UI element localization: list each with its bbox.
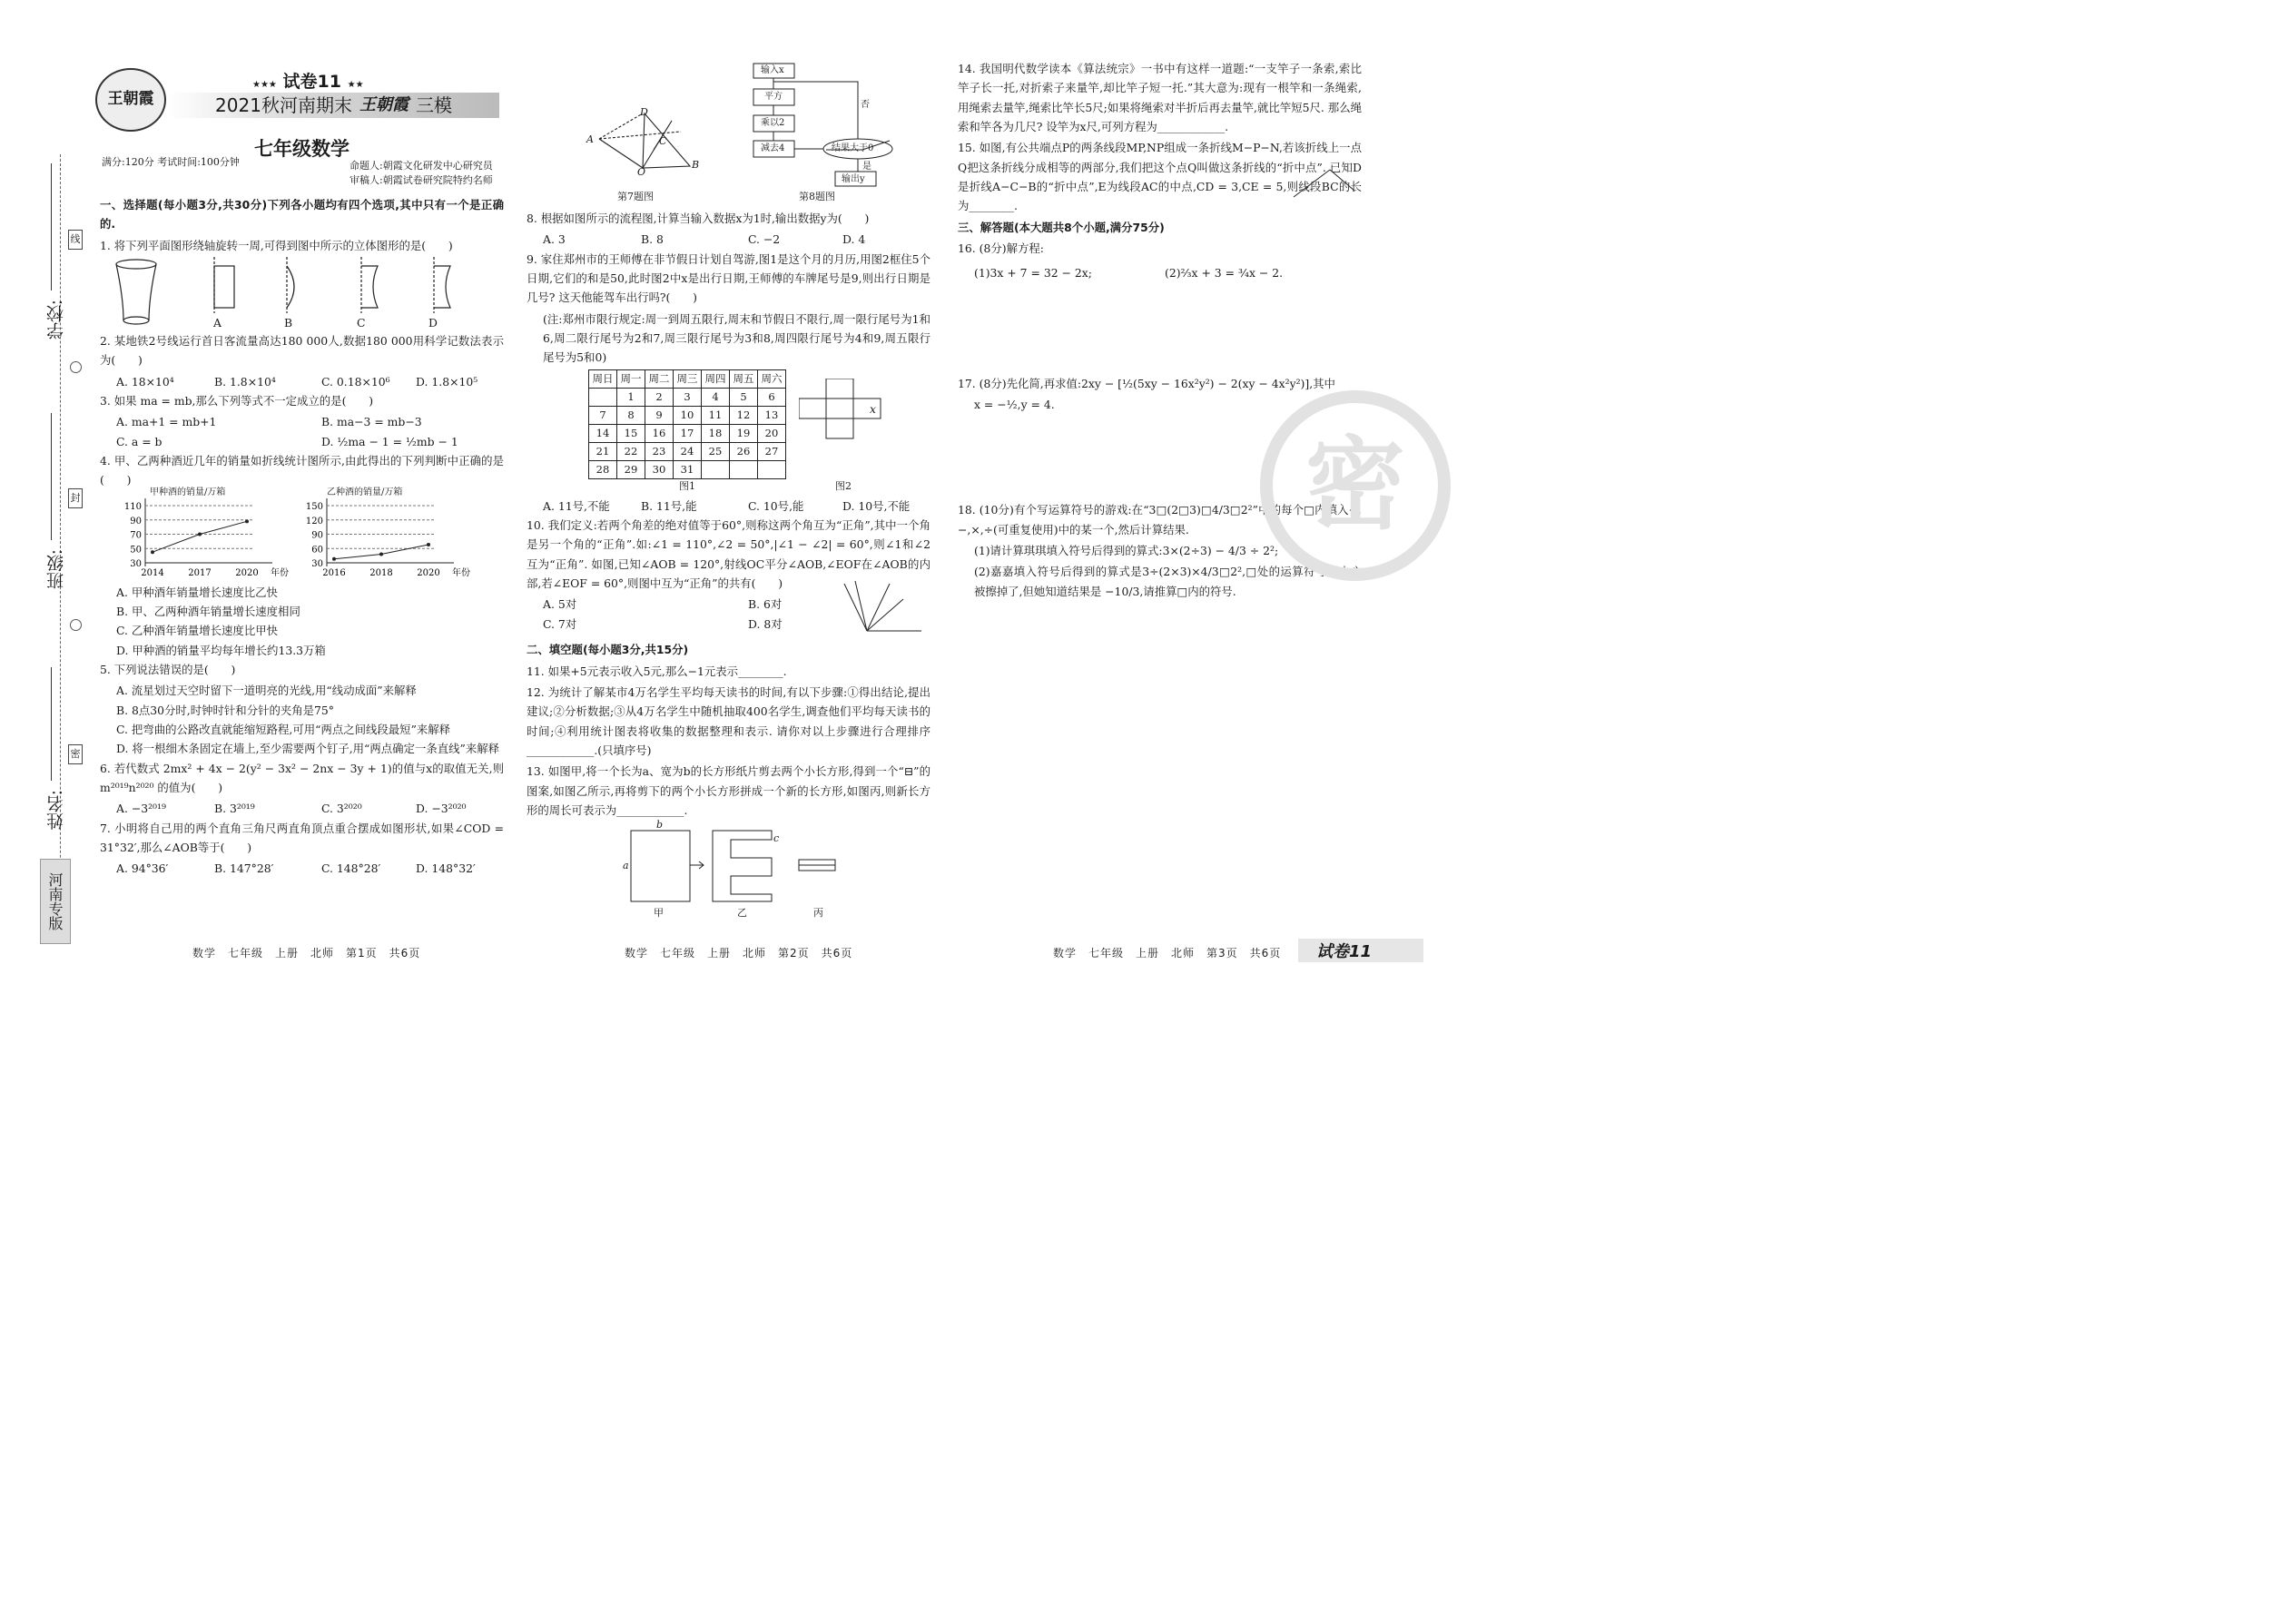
watermark-seal (1260, 390, 1451, 581)
q1: 1. 将下列平面图形绕轴旋转一周,可得到图中所示的立体图形的是( ) (100, 238, 453, 252)
chart-a-point (151, 550, 154, 554)
calendar-cell: 21 (589, 442, 617, 460)
calendar-cell: 30 (645, 460, 674, 478)
calendar-header (589, 369, 786, 388)
column-2 (527, 59, 930, 921)
calendar-row (589, 460, 786, 478)
q15-area (958, 138, 1362, 215)
option: B. 1.8×10⁴ (214, 374, 276, 389)
q7: 7. 小明将自己用的两个直角三角尺两直角顶点重合摆成如图形状,如果∠COD = 31°32′,那么∠AOB等于( ) (100, 821, 504, 854)
star-icon: ★★★ (252, 80, 277, 90)
option: D. 148°32′ (416, 861, 476, 876)
option: B. 3²⁰¹⁹ (214, 802, 255, 816)
chart-b-x-tick: 2016 (322, 567, 346, 578)
chart-a-point (245, 519, 249, 523)
exam-suffix: 三模 (415, 94, 452, 116)
q17-values: x = −½,y = 4. (974, 397, 1055, 411)
chart-b-y-tick: 150 (305, 501, 323, 512)
chart-a-y-tick: 50 (130, 544, 142, 555)
fig7-fig8 (527, 59, 930, 209)
option: B. 甲、乙两种酒年销量增长速度相同 (116, 604, 300, 618)
calendar-row (589, 442, 786, 460)
option: D. −3²⁰²⁰ (416, 802, 467, 816)
fig8-caption: 第8题图 (799, 191, 835, 202)
chart-b-x-tick: 2020 (417, 567, 440, 578)
option: D. 1.8×10⁵ (416, 374, 478, 389)
flow-step-decision: 结果大于0 (832, 143, 874, 153)
q14: 14. 我国明代数学读本《算法统宗》一书中有这样一道题:“一支竿子一条索,索比竿子长一托,对折索子来量竿,却比竿子短一托.”其大意为:现有一根竿和一条绳索,用绳索去量竿,绳索比竿长5尺;如果将绳索对半折后再去量竿,就比竿短5尺. 那么绳索和竿各为几尺? 设竿为x尺,可列方程为____________. (958, 62, 1362, 133)
flow-step-square: 平方 (764, 92, 783, 102)
q9-note: (注:郑州市限行规定:周一到周五限行,周末和节假日不限行,周一限行尾号为1和6,周二限行尾号为2和7,周三限行尾号为3和8,周四限行尾号为4和9,周五限行尾号为5和0) (543, 311, 930, 365)
title-banner (168, 93, 499, 118)
calendar-cell: 9 (645, 406, 674, 424)
q2-options (100, 372, 504, 391)
q8-options (527, 230, 930, 249)
fig7-pt-c: C (659, 135, 667, 147)
calendar-header-cell: 周日 (589, 369, 617, 388)
flow-step-output: 输出y (842, 174, 865, 184)
calendar-row (589, 388, 786, 406)
q10-options (527, 595, 826, 634)
fig13-label-yi: 乙 (737, 907, 747, 920)
hole-2 (70, 619, 82, 631)
calendar-cell: 12 (730, 406, 758, 424)
option: A. 94°36′ (116, 861, 169, 876)
q10-area (527, 595, 930, 640)
option: B. ma−3 = mb−3 (321, 415, 422, 429)
q13: 13. 如图甲,将一个长为a、宽为b的长方形纸片剪去两个小长方形,得到一个“⊟”的图案,如图乙所示,再将剪下的两个小长方形拼成一个新的长方形,如图丙,则新长方形的周长可表示为____________. (527, 764, 930, 817)
option: D. 4 (842, 232, 866, 247)
fig13-svg (527, 822, 930, 921)
fig7-pt-o: O (637, 166, 646, 178)
calendar-cell: 23 (645, 442, 674, 460)
q7-options (100, 859, 504, 878)
calendar-cell: 14 (589, 424, 617, 442)
fig2-caption: 图2 (835, 479, 852, 492)
reviewer: 审稿人:朝霞试卷研究院特约名师 (350, 174, 493, 186)
region-badge: 河南专版 (40, 859, 71, 944)
q13-figures (527, 819, 930, 921)
calendar-cell: 25 (702, 442, 730, 460)
chart-a-y-tick: 70 (130, 530, 142, 541)
calendar-cell (589, 388, 617, 406)
name-label: 姓名: (46, 790, 66, 831)
fig10-svg (835, 576, 926, 640)
calendar-cell: 26 (730, 442, 758, 460)
calendar-cell: 28 (589, 460, 617, 478)
option: C. 7对 (543, 616, 577, 631)
option: C. a = b (116, 434, 162, 448)
q4: 4. 甲、乙两种酒近几年的销量如折线统计图所示,由此得出的下列判断中正确的是( ) (100, 453, 504, 487)
chart-b-point (332, 556, 336, 560)
chart-a-x-tick: 2017 (188, 567, 212, 578)
chart-b-title: 乙种酒的销量/万箱 (327, 487, 403, 497)
fig2-x: x (870, 401, 876, 416)
chart-b-point (379, 552, 383, 556)
q16-part1: (1)3x + 7 = 32 − 2x; (974, 266, 1092, 281)
option: A. 11号,不能 (543, 498, 610, 513)
binding-mark-secret: 密 (68, 744, 83, 764)
q8: 8. 根据如图所示的流程图,计算当输入数据x为1时,输出数据y为( ) (527, 212, 870, 225)
fig13-b: b (656, 819, 664, 832)
flow-yes: 是 (862, 162, 871, 172)
calendar-cell: 20 (758, 424, 786, 442)
calendar-table (588, 369, 786, 479)
watermark-text: 密 (1305, 427, 1405, 544)
fig1-caption: 图1 (679, 479, 695, 492)
q4-charts (100, 487, 504, 583)
chart-b-x-tick: 2018 (369, 567, 393, 578)
calendar-header-cell: 周四 (702, 369, 730, 388)
q9-figures (527, 369, 930, 497)
star-icon: ★★ (347, 80, 364, 90)
footer-tag-label: 试卷11 (1316, 942, 1373, 961)
option: A. 18×10⁴ (116, 374, 174, 389)
fig7-pt-b: B (692, 159, 700, 171)
calendar-cell (730, 460, 758, 478)
calendar-cell: 2 (645, 388, 674, 406)
subject-title: 七年级数学 (254, 138, 350, 160)
option: D. ½ma − 1 = ½mb − 1 (321, 434, 458, 448)
calendar-header-cell: 周六 (758, 369, 786, 388)
option: A. ma+1 = mb+1 (116, 415, 217, 429)
exam-sheet (0, 0, 1423, 1008)
school-label: 学校: (46, 300, 66, 340)
footer-page-3: 数学 七年级 上册 北师 第3页 共6页 (1053, 947, 1282, 960)
chart-a-title: 甲种酒的销量/万箱 (150, 487, 226, 497)
calendar-cell: 22 (617, 442, 645, 460)
footer-page-1: 数学 七年级 上册 北师 第1页 共6页 (192, 947, 421, 960)
binding-mark-line: 线 (68, 230, 83, 250)
chart-a-y-tick: 90 (130, 516, 142, 527)
chart-a-series-line (153, 521, 247, 552)
chart-a-x-unit: 年份 (271, 567, 289, 578)
chart-b-y-tick: 30 (311, 558, 323, 569)
option: A. 甲种酒年销量增长速度比乙快 (116, 585, 278, 599)
fig13-c: c (773, 832, 780, 845)
calendar-cell: 4 (702, 388, 730, 406)
option: B. 11号,能 (641, 498, 697, 513)
chart-b-y-tick: 60 (311, 544, 323, 555)
option: D. 将一根细木条固定在墙上,至少需要两个钉子,用“两点确定一条直线”来解释 (116, 742, 500, 756)
option: A. 流星划过天空时留下一道明亮的光线,用“线动成面”来解释 (116, 684, 417, 698)
column-1 (100, 195, 504, 879)
q16: 16. (8分)解方程: (958, 241, 1044, 255)
option: C. 把弯曲的公路改直就能缩短路程,可用“两点之间线段最短”来解释 (116, 722, 451, 736)
fig13-label-bing: 丙 (813, 907, 823, 920)
q12: 12. 为统计了解某市4万名学生平均每天读书的时间,有以下步骤:①得出结论,提出建议;②分析数据;③从4万名学生中随机抽取400名学生,调查他们平均每天读书的时间;④利用统计图表将收集的数据整理和表示. 请你对以上步骤进行合理排序____________.(只填序号) (527, 684, 930, 757)
calendar-cell: 13 (758, 406, 786, 424)
calendar-header-cell: 周一 (617, 369, 645, 388)
calendar-header-cell: 周五 (730, 369, 758, 388)
q3-options (100, 412, 504, 451)
calendar-cell: 15 (617, 424, 645, 442)
q4-options (100, 583, 504, 660)
name-line[interactable] (51, 667, 52, 781)
option: B. 8 (641, 232, 664, 247)
chart-a-x-tick: 2014 (141, 567, 164, 578)
q16-parts (958, 263, 1362, 282)
logo (95, 68, 166, 132)
q5: 5. 下列说法错误的是( ) (100, 662, 236, 676)
chart-a-y-tick: 110 (123, 501, 142, 512)
fig7-pt-d: D (640, 106, 648, 118)
calendar-cell: 19 (730, 424, 758, 442)
q1-label-b: B (284, 315, 293, 330)
fig2-cross-svg (799, 379, 908, 469)
calendar-header-cell: 周三 (674, 369, 702, 388)
q6: 6. 若代数式 2mx² + 4x − 2(y² − 3x² − 2nx − 3y + 1)的值与x的取值无关,则 m²⁰¹⁹n²⁰²⁰ 的值为( ) (100, 761, 504, 794)
flow-step-minus4: 减去4 (761, 143, 785, 153)
option: C. 148°28′ (321, 861, 381, 876)
brand-name: 王朝霞 (359, 94, 409, 114)
footer-tag (1298, 939, 1423, 962)
q17: 17. (8分)先化简,再求值:2xy − [½(5xy − 16x²y²) − 2(xy − 4x²y²)],其中 (958, 376, 1335, 390)
option: A. 5对 (543, 597, 577, 612)
score-time: 满分:120分 考试时间:100分钟 (102, 156, 240, 168)
q9-options (527, 497, 930, 516)
option: C. 乙种酒年销量增长速度比甲快 (116, 624, 278, 638)
series-label: 试卷11 (282, 72, 341, 92)
q11: 11. 如果+5元表示收入5元,那么−1元表示________. (527, 664, 787, 678)
calendar-cell: 27 (758, 442, 786, 460)
fig13-label-jia: 甲 (654, 907, 664, 920)
q1-label-a: A (213, 315, 222, 330)
calendar-cell: 18 (702, 424, 730, 442)
section-2-title: 二、填空题(每小题3分,共15分) (527, 643, 689, 657)
flow-step-times2: 乘以2 (761, 118, 785, 128)
class-line[interactable] (51, 413, 52, 540)
q3: 3. 如果 ma = mb,那么下列等式不一定成立的是( ) (100, 393, 374, 408)
header (91, 64, 508, 191)
q1-figures (100, 257, 504, 331)
option: C. 10号,能 (748, 498, 804, 513)
exam-title: 2021秋河南期末 (215, 94, 352, 116)
q5-options (100, 681, 504, 758)
option: A. −3²⁰¹⁹ (116, 802, 166, 816)
option: C. 3²⁰²⁰ (321, 802, 362, 816)
chart-a-x-tick: 2020 (235, 567, 259, 578)
q2: 2. 某地铁2号线运行首日客流量高达180 000人,数据180 000用科学记数法表示为( ) (100, 333, 504, 368)
flow-no: 否 (861, 100, 870, 110)
calendar-cell (702, 460, 730, 478)
calendar-cell: 8 (617, 406, 645, 424)
school-line[interactable] (51, 163, 52, 290)
hole-1 (70, 361, 82, 373)
class-label: 班级: (46, 549, 66, 590)
option: B. 6对 (748, 597, 783, 612)
chart-a-point (198, 532, 202, 536)
calendar-row (589, 424, 786, 442)
option: C. 0.18×10⁶ (321, 374, 390, 389)
chart-b-x-unit: 年份 (452, 567, 470, 578)
calendar-cell: 6 (758, 388, 786, 406)
fig15-svg (1289, 165, 1362, 202)
flow-step-input: 输入x (761, 65, 784, 75)
option: A. 3 (543, 232, 566, 247)
q10: 10. 我们定义:若两个角差的绝对值等于60°,则称这两个角互为“正角”,其中一个角是另一个角的“正角”.如:∠1 = 110°,∠2 = 50°,|∠1 − ∠2| = 60°,则∠1和∠2互为“正角”. 如图,已知∠AOB = 120°,射线OC平分∠AOB,∠EOF在∠AOB的内部,若∠EOF = 60°,则图中互为“正角”的共有( ) (527, 517, 930, 590)
fig7-caption: 第7题图 (617, 191, 654, 202)
fig7-pt-a: A (586, 133, 594, 145)
calendar-cell: 3 (674, 388, 702, 406)
q18-part2: (2)嘉嘉填入符号后得到的算式是3÷(2×3)×4/3□2²,□处的运算符号不小心被擦掉了,但她知道结果是 −10/3,请推算□内的符号. (974, 565, 1362, 598)
q18: 18. (10分)有个写运算符号的游戏:在“3□(2□3)□4/3□2²”中的每个□内填入+,−,×,÷(可重复使用)中的某一个,然后计算结果. (958, 503, 1362, 536)
q18-part1: (1)请计算琪琪填入符号后得到的算式:3×(2÷3) − 4/3 ÷ 2²; (974, 543, 1279, 557)
option: D. 甲种酒的销量平均每年增长约13.3万箱 (116, 643, 326, 657)
q1-label-d: D (428, 315, 438, 330)
logo-text: 王朝霞 (107, 90, 154, 109)
fig13-a: a (623, 860, 629, 872)
binding-strip (0, 0, 91, 1008)
calendar-row (589, 406, 786, 424)
section-3-title: 三、解答题(本大题共8个小题,满分75分) (958, 220, 1165, 234)
q1-label-c: C (357, 315, 366, 330)
calendar-cell: 31 (674, 460, 702, 478)
chart-b-series-line (334, 545, 428, 559)
chart-a-y-tick: 30 (130, 558, 142, 569)
calendar-cell: 11 (702, 406, 730, 424)
calendar-header-cell: 周二 (645, 369, 674, 388)
q9: 9. 家住郑州市的王师傅在非节假日计划自驾游,图1是这个月的月历,用图2框住5个日期,它们的和是50,此时图2中x是出行日期,王师傅的车牌尾号是9,则出行日期是几号? 这天他能驾车出行吗?( ) (527, 251, 930, 305)
calendar-cell: 10 (674, 406, 702, 424)
calendar-cell: 16 (645, 424, 674, 442)
option: B. 8点30分时,时钟时针和分针的夹角是75° (116, 703, 335, 717)
binding-mark-seal: 封 (68, 488, 83, 508)
chart-b-y-tick: 90 (311, 530, 323, 541)
option: B. 147°28′ (214, 861, 274, 876)
q16-part2: (2)⅔x + 3 = ¾x − 2. (1165, 266, 1284, 281)
option: C. −2 (748, 232, 781, 247)
sales-charts-svg (100, 492, 504, 583)
calendar-cell: 17 (674, 424, 702, 442)
chart-b-y-tick: 120 (305, 516, 323, 527)
section-1-title: 一、选择题(每小题3分,共30分)下列各小题均有四个选项,其中只有一个是正确的. (100, 198, 504, 231)
q15: 15. 如图,有公共端点P的两条线段MP,NP组成一条折线M−P−N,若该折线上一点Q把这条折线分成相等的两部分,我们把这个点Q叫做这条折线的“折中点”. 已知D是折线A−C−B的“折中点”,E为线段AC的中点,CD = 3,CE = 5,则线段BC的长为________. (958, 141, 1362, 213)
calendar-cell: 1 (617, 388, 645, 406)
footer-page-2: 数学 七年级 上册 北师 第2页 共6页 (625, 947, 853, 960)
q6-options (100, 799, 504, 818)
chart-b-point (427, 543, 430, 546)
calendar-cell: 5 (730, 388, 758, 406)
option: D. 8对 (748, 616, 783, 631)
q1-figure-svg (100, 257, 504, 331)
calendar-cell: 7 (589, 406, 617, 424)
calendar-cell (758, 460, 786, 478)
option: D. 10号,不能 (842, 498, 911, 513)
author: 命题人:朝霞文化研发中心研究员 (350, 160, 493, 172)
calendar-cell: 29 (617, 460, 645, 478)
calendar-cell: 24 (674, 442, 702, 460)
